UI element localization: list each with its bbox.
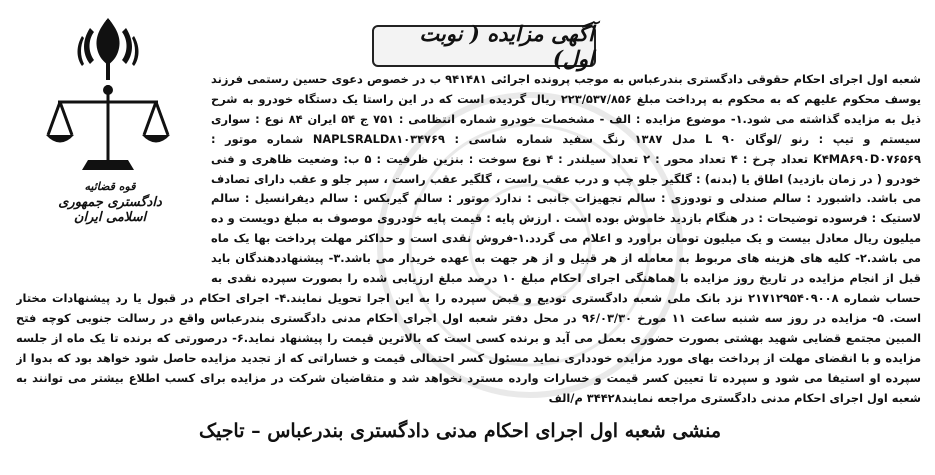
judiciary-label: قوه قضائیه [84,180,136,193]
notice-body-text: شعبه اول اجرای احکام حقوقی دادگستری بندرعباس به موجب پرونده اجرائی ۹۴۱۴۸۱ ب در خصوص دعوی حسین رستمی فرزند یوسف محکوم علیهم که به محکوم به پرداخت مبلغ ۲۲۳/۵۳۷/۸۵۶ ریال گردیده است که در این راستا یک دستگاه خودرو به شرح ذیل به مزایده گذاشته می شود.۱- موضوع مزایده : الف - مشخصات خودرو شماره انتظامی : ۷۵۱ ج ۵۴ ایران ۸۴ نوع : سواری سیستم و تیپ : رنو /لوگان L ۹۰ مدل ۱۳۸۷ رنگ سفید شماره شاسی : NAPLSRALD۸۱۰۳۴۷۶۹ شماره موتور : K۴MA۶۹۰D۰۷۶۵۶۹ تعداد چرخ : ۴ تعداد محور : ۲ تعداد سیلندر : ۴ نوع سوخت : بنزین ظرفیت : ۵ ب: وضعیت ظاهری و فنی خودرو ( در زمان بازدید) اطاق یا (بدنه) : گلگیر جلو چپ و درب عقب راست ، گلگیر عقب راست ، سپر جلو و عقب دارای تصادف می باشد. داشبورد : سالم صندلی و تودوزی : سالم تجهیزات جانبی : ندارد موتور : سالم گیربکس : سالم دیفرانسیل : سالم لاستیک : فرسوده توضیحات : در هنگام بازدید خاموش بوده است . ارزش پایه : قیمت پایه خودروی موصوف به مبلغ دویست و ده میلیون ریال معادل بیست و یک میلیون تومان براورد و اعلام می گردد.۱-فروش نقدی است و حداکثر مهلت پرداخت بها یک ماه می باشد.۲- کلیه های هزینه های مربوط به معامله از هر قبیل و از هر جهت به عهده خریدار می باشد.۳- پیشنهاددهندگان باید قبل از انجام مزایده در تاریخ روز مزایده با هماهنگی اجرای احکام مبلغ ۱۰ درصد مبلغ ارزیابی شده را بصورت سپرده نقدی به حساب شماره ۲۱۷۱۲۹۵۴۰۹۰۰۸ نزد بانک ملی شعبه دادگستری تودیع و قبض سپرده را به این اجرا تحویل نمایند.۴- اجرای احکام در قبول یا رد پیشنهادات مختار است. ۵- مزایده در روز سه شنبه ساعت ۱۱ مورخ ۹۶/۰۳/۳۰ در محل دفتر شعبه اول اجرای احکام مدنی دادگستری بندرعباس واقع در رسالت جنوبی کوچه فتح المبین مجتمع قضایی شهید بهشتی بصورت حضوری بعمل می آید و برنده کسی است که بالاترین قیمت را پیشنهاد نماید.۶- درصورتی که برنده تا یک ماه از جلسه مزایده و با انقضای مهلت از پرداخت بهای مورد مزایده خودداری نماید مسئول کسر احتمالی قیمت و خساراتی که از تجدید مزایده حاصل شود خواهد بود که بدوا از سپرده او استیفا می شود و سپرده تا تعیین کسر قیمت و خسارات وارده مسترد نخواهد شد و متقاضیان شرکت در مزایده برای کسب اطلاع بیشتر می توانند به شعبه اول اجرای احکام مدنی دادگستری مراجعه نمایند۳۴۴۲۸ م/الف [16,72,921,405]
emblem-spacer [16,70,211,275]
notice-title-box [372,21,596,71]
justice-administration-label: دادگستری جمهوری اسلامی ایران [58,195,162,225]
signature-line: منشی شعبه اول اجرای احکام مدنی دادگستری بندرعباس – تاجیک [198,420,722,442]
notice-title: آگهی مزایده ( نوبت اول) [419,21,594,71]
notice-body [16,70,921,415]
